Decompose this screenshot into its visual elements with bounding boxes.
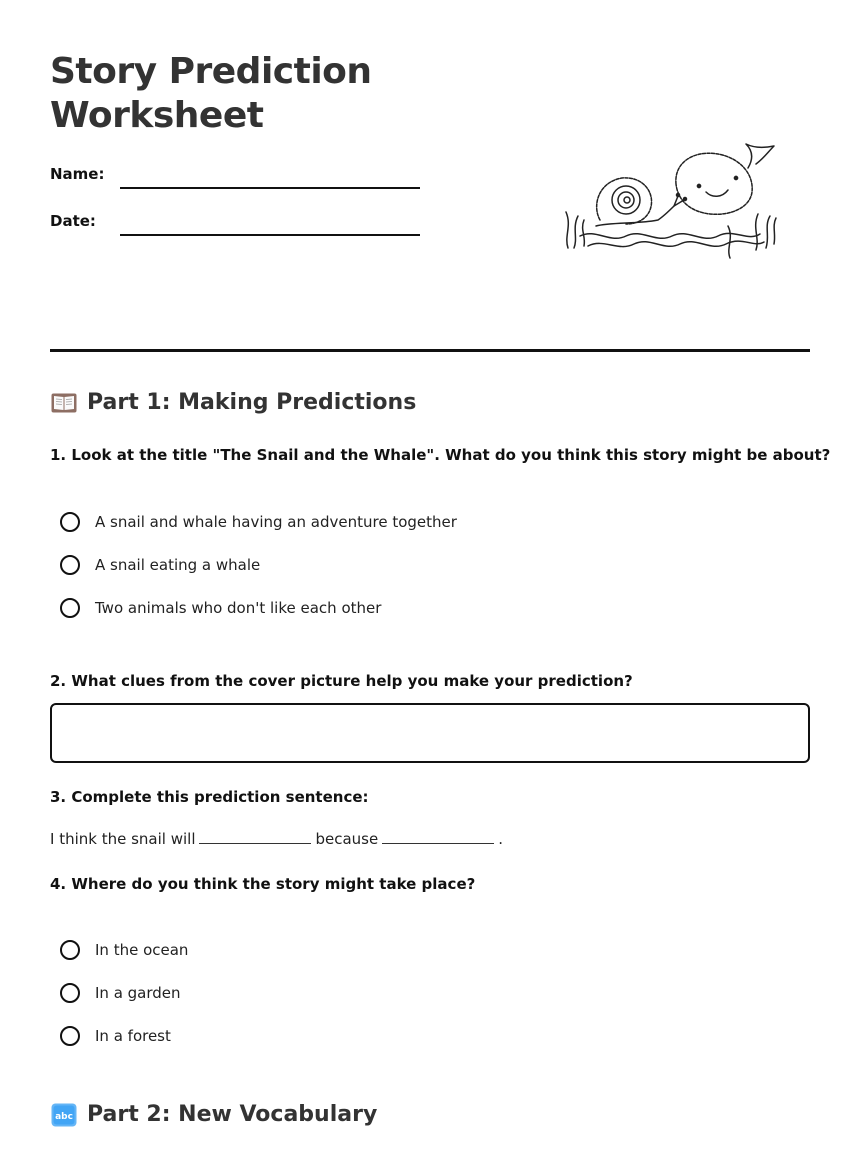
radio-button[interactable] bbox=[60, 983, 80, 1003]
radio-button[interactable] bbox=[60, 1026, 80, 1046]
q4-option-3[interactable] bbox=[60, 1023, 171, 1049]
option-label: A snail eating a whale bbox=[95, 556, 261, 574]
q1-option-2[interactable] bbox=[60, 552, 260, 578]
radio-button[interactable] bbox=[60, 512, 80, 532]
name-label: Name: bbox=[50, 165, 105, 183]
page-title bbox=[50, 50, 372, 138]
part1-heading bbox=[50, 390, 416, 415]
part1-title: Part 1: Making Predictions bbox=[87, 390, 417, 415]
prediction-sentence bbox=[50, 829, 503, 848]
sentence-part-b: because bbox=[315, 830, 379, 848]
question-3: 3. Complete this prediction sentence: bbox=[50, 788, 369, 806]
snail-whale-illustration bbox=[560, 140, 782, 262]
blank-1[interactable] bbox=[199, 829, 311, 844]
question-4: 4. Where do you think the story might take place? bbox=[50, 875, 476, 893]
radio-button[interactable] bbox=[60, 940, 80, 960]
question-2: 2. What clues from the cover picture help you make your prediction? bbox=[50, 672, 633, 690]
title-line-1: Story Prediction bbox=[50, 51, 372, 92]
option-label: Two animals who don't like each other bbox=[95, 599, 382, 617]
option-label: In the ocean bbox=[95, 941, 189, 959]
svg-text:abc: abc bbox=[55, 1111, 73, 1122]
radio-button[interactable] bbox=[60, 555, 80, 575]
q4-option-2[interactable] bbox=[60, 980, 181, 1006]
q2-answer-box[interactable] bbox=[50, 703, 810, 763]
blank-2[interactable] bbox=[382, 829, 494, 844]
q1-option-3[interactable] bbox=[60, 595, 381, 621]
option-label: A snail and whale having an adventure together bbox=[95, 513, 457, 531]
sentence-part-a: I think the snail will bbox=[50, 830, 196, 848]
option-label: In a garden bbox=[95, 984, 181, 1002]
sentence-end: . bbox=[498, 830, 504, 848]
q4-option-1[interactable] bbox=[60, 937, 188, 963]
name-field[interactable] bbox=[120, 187, 420, 189]
abc-icon bbox=[50, 1103, 78, 1127]
title-line-2: Worksheet bbox=[50, 95, 264, 136]
date-field[interactable] bbox=[120, 234, 420, 236]
date-label: Date: bbox=[50, 212, 96, 230]
section-divider bbox=[50, 349, 810, 352]
open-book-icon bbox=[50, 391, 78, 415]
radio-button[interactable] bbox=[60, 598, 80, 618]
option-label: In a forest bbox=[95, 1027, 171, 1045]
part2-title: Part 2: New Vocabulary bbox=[87, 1102, 378, 1127]
part2-heading bbox=[50, 1102, 377, 1127]
question-1: 1. Look at the title "The Snail and the Whale". What do you think this story might be about? bbox=[50, 446, 831, 464]
q1-option-1[interactable] bbox=[60, 509, 457, 535]
